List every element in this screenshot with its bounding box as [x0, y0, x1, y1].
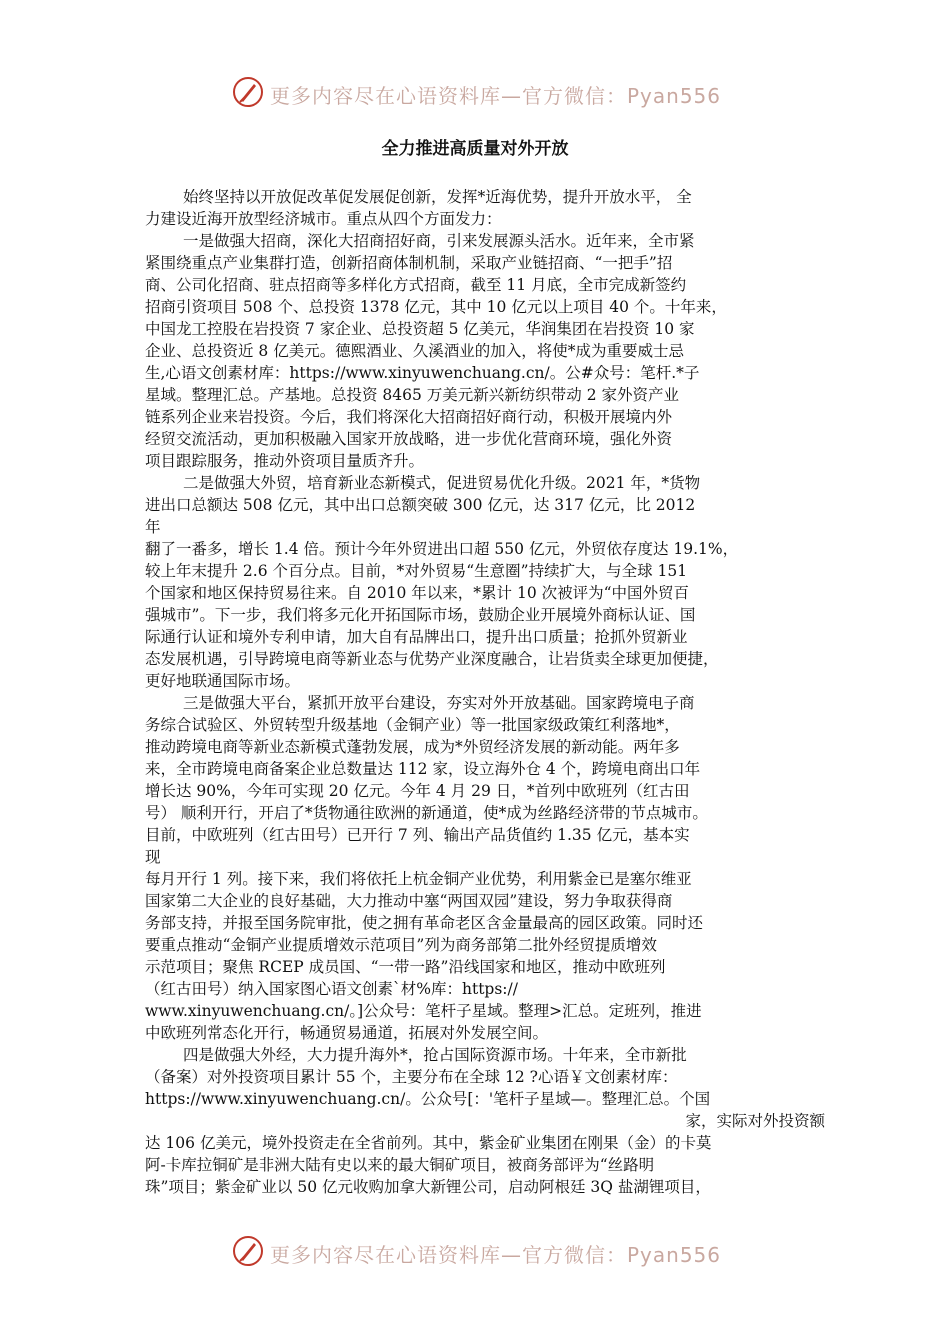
text-line: https://www.xinyuwenchuang.cn/。公众号[：'笔杆子星域—。整理汇总。个国 [145, 1090, 711, 1108]
text-line: 务综合试验区、外贸转型升级基地（金铜产业）等一批国家级政策红利落地*， [145, 716, 680, 734]
text-line: 中国龙工控股在岩投资 7 家企业、总投资超 5 亿美元，华润集团在岩投资 10 家 [145, 320, 695, 338]
text-line: 招商引资项目 508 个、总投资 1378 亿元，其中 10 亿元以上项目 40 个。十年来， [145, 298, 727, 316]
text-line: 企业、总投资近 8 亿美元。德熙酒业、久溪酒业的加入，将使*成为重要威士忌 [145, 342, 684, 360]
text-line: 商、公司化招商、驻点招商等多样化方式招商，截至 11 月底，全市完成新签约 [145, 276, 687, 294]
text-line: 始终坚持以开放促改革促发展促创新，发挥*近海优势，提升开放水平， 全 [183, 188, 692, 206]
text-line: 紧围绕重点产业集群打造，创新招商体制机制，采取产业链招商、“一把手”招 [145, 254, 673, 272]
text-line: 要重点推动“金铜产业提质增效示范项目”列为商务部第二批外经贸提质增效 [145, 936, 657, 954]
text-line: 推动跨境电商等新业态新模式蓬勃发展，成为*外贸经济发展的新动能。两年多 [145, 738, 680, 756]
document-title: 全力推进高质量对外开放 [381, 139, 569, 159]
text-line: 经贸交流活动，更加积极融入国家开放战略，进一步优化营商环境，强化外资 [145, 430, 673, 448]
text-line: 更好地联通国际市场。 [145, 672, 301, 690]
text-line: www.xinyuwenchuang.cn/。]公众号：笔杆子星域。整理>汇总。定班列，推进 [145, 1002, 702, 1020]
text-line: 目前，中欧班列（红古田号）已开行 7 列、输出产品货值约 1.35 亿元，基本实 [145, 826, 690, 844]
watermark-text: 更多内容尽在心语资料库—官方微信：Pyan556 [270, 84, 722, 108]
footer-watermark [0, 1231, 950, 1271]
text-line: 项目跟踪服务，推动外资项目量质齐升。 [145, 452, 425, 470]
text-line: 增长达 90%，今年可实现 20 亿元。今年 4 月 29 日，*首列中欧班列（红古田 [145, 782, 690, 800]
text-line: 年 [145, 518, 161, 536]
document-body [145, 186, 825, 1198]
header-watermark [0, 72, 950, 112]
text-line: 示范项目；聚焦 RCEP 成员国、“一带一路”沿线国家和地区，推动中欧班列 [145, 958, 666, 976]
text-line: （红古田号）纳入国家图心语文创素`材%库：https:// [145, 980, 518, 998]
text-line: 四是做强大外经，大力提升海外*，抢占国际资源市场。十年来，全市新批 [183, 1046, 687, 1064]
text-line: 二是做强大外贸，培育新业态新模式，促进贸易优化升级。2021 年，*货物 [183, 474, 701, 492]
text-line: 一是做强大招商，深化大招商招好商，引来发展源头活水。近年来，全市紧 [183, 232, 695, 250]
text-line: 阿-卡库拉铜矿是非洲大陆有史以来的最大铜矿项目，被商务部评为“丝路明 [145, 1156, 655, 1174]
text-line: 链系列企业来岩投资。今后，我们将深化大招商招好商行动，积极开展境内外 [145, 408, 673, 426]
text-line: （备案）对外投资项目累计 55 个，主要分布在全球 12 ?心语￥文创素材库： [145, 1068, 678, 1086]
text-line: 较上年末提升 2.6 个百分点。目前，*对外贸易“生意圈”持续扩大，与全球 151 [145, 562, 688, 580]
text-line: 来，全市跨境电商备案企业总数量达 112 家，设立海外仓 4 个，跨境电商出口年 [145, 760, 701, 778]
feather-pen-icon [232, 76, 264, 108]
text-line: 珠”项目；紫金矿业以 50 亿元收购加拿大新锂公司，启动阿根廷 3Q 盐湖锂项目， [145, 1178, 711, 1196]
text-line: 务部支持，并报至国务院审批，使之拥有革命老区含金量最高的园区政策。同时还 [145, 914, 704, 932]
text-line: 生,心语文创素材库：https://www.xinyuwenchuang.cn/。公#众号：笔杆.*子 [145, 364, 700, 382]
text-line: 强城市”。下一步，我们将多元化开拓国际市场，鼓励企业开展境外商标认证、国 [145, 606, 696, 624]
text-line: 翻了一番多，增长 1.4 倍。预计今年外贸进出口超 550 亿元，外贸依存度达 19.1%， [145, 540, 739, 558]
text-line: 国家第二大企业的良好基础，大力推动中塞“两国双园”建设，努力争取获得商 [145, 892, 673, 910]
text-line: 个国家和地区保持贸易往来。自 2010 年以来，*累计 10 次被评为“中国外贸百 [145, 584, 690, 602]
text-line: 中欧班列常态化开行，畅通贸易通道，拓展对外发展空间。 [145, 1024, 549, 1042]
text-line: 力建设近海开放型经济城市。重点从四个方面发力： [145, 210, 502, 228]
text-line: 现 [145, 848, 161, 866]
text-line: 家，实际对外投资额 [685, 1112, 825, 1130]
text-line: 每月开行 1 列。接下来，我们将依托上杭金铜产业优势，利用紫金已是塞尔维亚 [145, 870, 692, 888]
text-line: 号） 顺利开行，开启了*货物通往欧洲的新通道，使*成为丝路经济带的节点城市。 [145, 804, 708, 822]
feather-pen-icon [232, 1235, 264, 1267]
text-line: 三是做强大平台，紧抓开放平台建设，夯实对外开放基础。国家跨境电子商 [183, 694, 695, 712]
text-line: 星域。整理汇总。产基地。总投资 8465 万美元新兴新纺织带动 2 家外资产业 [145, 386, 680, 404]
watermark-text: 更多内容尽在心语资料库—官方微信：Pyan556 [270, 1243, 722, 1267]
text-line: 际通行认证和境外专利申请，加大自有品牌出口，提升出口质量；抢抓外贸新业 [145, 628, 688, 646]
text-line: 态发展机遇，引导跨境电商等新业态与优势产业深度融合，让岩货卖全球更加便捷， [145, 650, 719, 668]
text-line: 达 106 亿美元，境外投资走在全省前列。其中，紫金矿业集团在刚果（金）的卡莫 [145, 1134, 712, 1152]
text-line: 进出口总额达 508 亿元，其中出口总额突破 300 亿元，达 317 亿元，比 2012 [145, 496, 696, 514]
